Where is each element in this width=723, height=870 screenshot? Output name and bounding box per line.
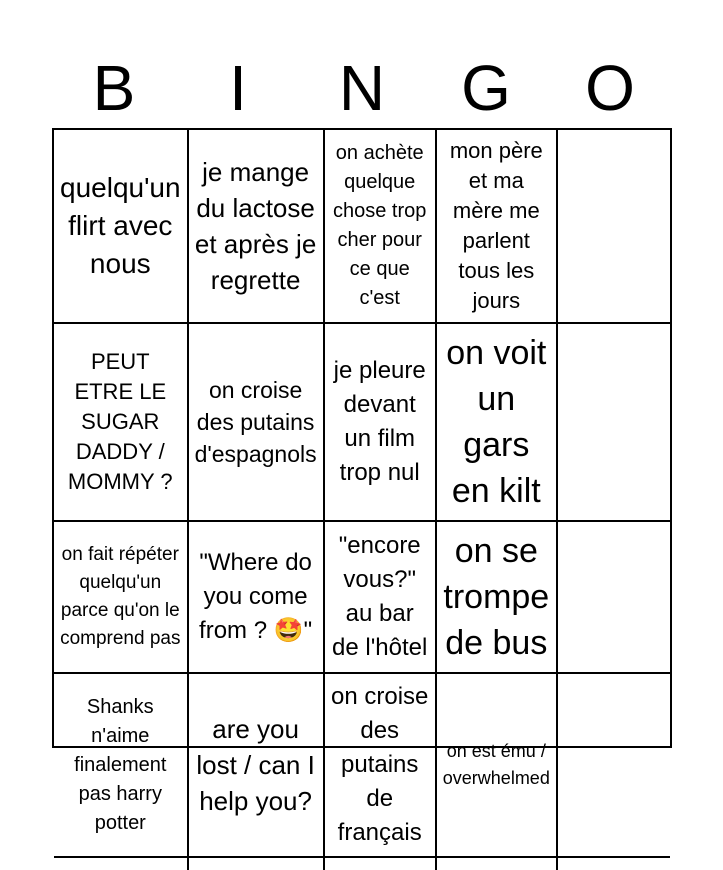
bingo-cell[interactable] (558, 522, 670, 674)
bingo-cell[interactable]: je pleure devant un film trop nul (325, 324, 437, 522)
bingo-cell[interactable] (558, 130, 670, 324)
bingo-cell[interactable]: quelqu'un flirt avec nous (54, 130, 189, 324)
header-letter-n: N (338, 52, 386, 124)
bingo-cell[interactable]: je mange du lactose et après je regrette (189, 130, 325, 324)
bingo-cell[interactable]: on croise des putains de français (325, 674, 437, 858)
bingo-cell[interactable] (189, 858, 325, 870)
header-letter-i: I (229, 52, 247, 124)
bingo-cell[interactable]: on est ému / overwhelmed (437, 674, 558, 858)
bingo-cell[interactable]: "encore vous?" au bar de l'hôtel (325, 522, 437, 674)
bingo-cell[interactable]: PEUT ETRE LE SUGAR DADDY / MOMMY ? (54, 324, 189, 522)
bingo-cell[interactable]: are you lost / can I help you? (189, 674, 325, 858)
bingo-cell[interactable] (325, 858, 437, 870)
bingo-cell[interactable]: mon père et ma mère me parlent tous les jours (437, 130, 558, 324)
bingo-cell[interactable]: on se trompe de bus (437, 522, 558, 674)
bingo-cell[interactable]: on voit un gars en kilt (437, 324, 558, 522)
header-letter-o: O (585, 52, 635, 124)
bingo-cell[interactable] (54, 858, 189, 870)
bingo-cell[interactable] (558, 674, 670, 858)
bingo-cell[interactable] (558, 324, 670, 522)
bingo-cell[interactable]: Shanks n'aime finalement pas harry potter (54, 674, 189, 858)
bingo-cell[interactable]: on croise des putains d'espagnols (189, 324, 325, 522)
bingo-cell[interactable] (558, 858, 670, 870)
bingo-cell[interactable]: "Where do you come from ? 🤩" (189, 522, 325, 674)
bingo-header (52, 48, 672, 128)
bingo-cell[interactable]: on achète quelque chose trop cher pour ce que c'est (325, 130, 437, 324)
bingo-cell[interactable] (437, 858, 558, 870)
bingo-board (52, 128, 672, 846)
header-letter-b: B (92, 52, 136, 124)
bingo-cell[interactable]: on fait répéter quelqu'un parce qu'on le comprend pas (54, 522, 189, 674)
header-letter-g: G (461, 52, 511, 124)
